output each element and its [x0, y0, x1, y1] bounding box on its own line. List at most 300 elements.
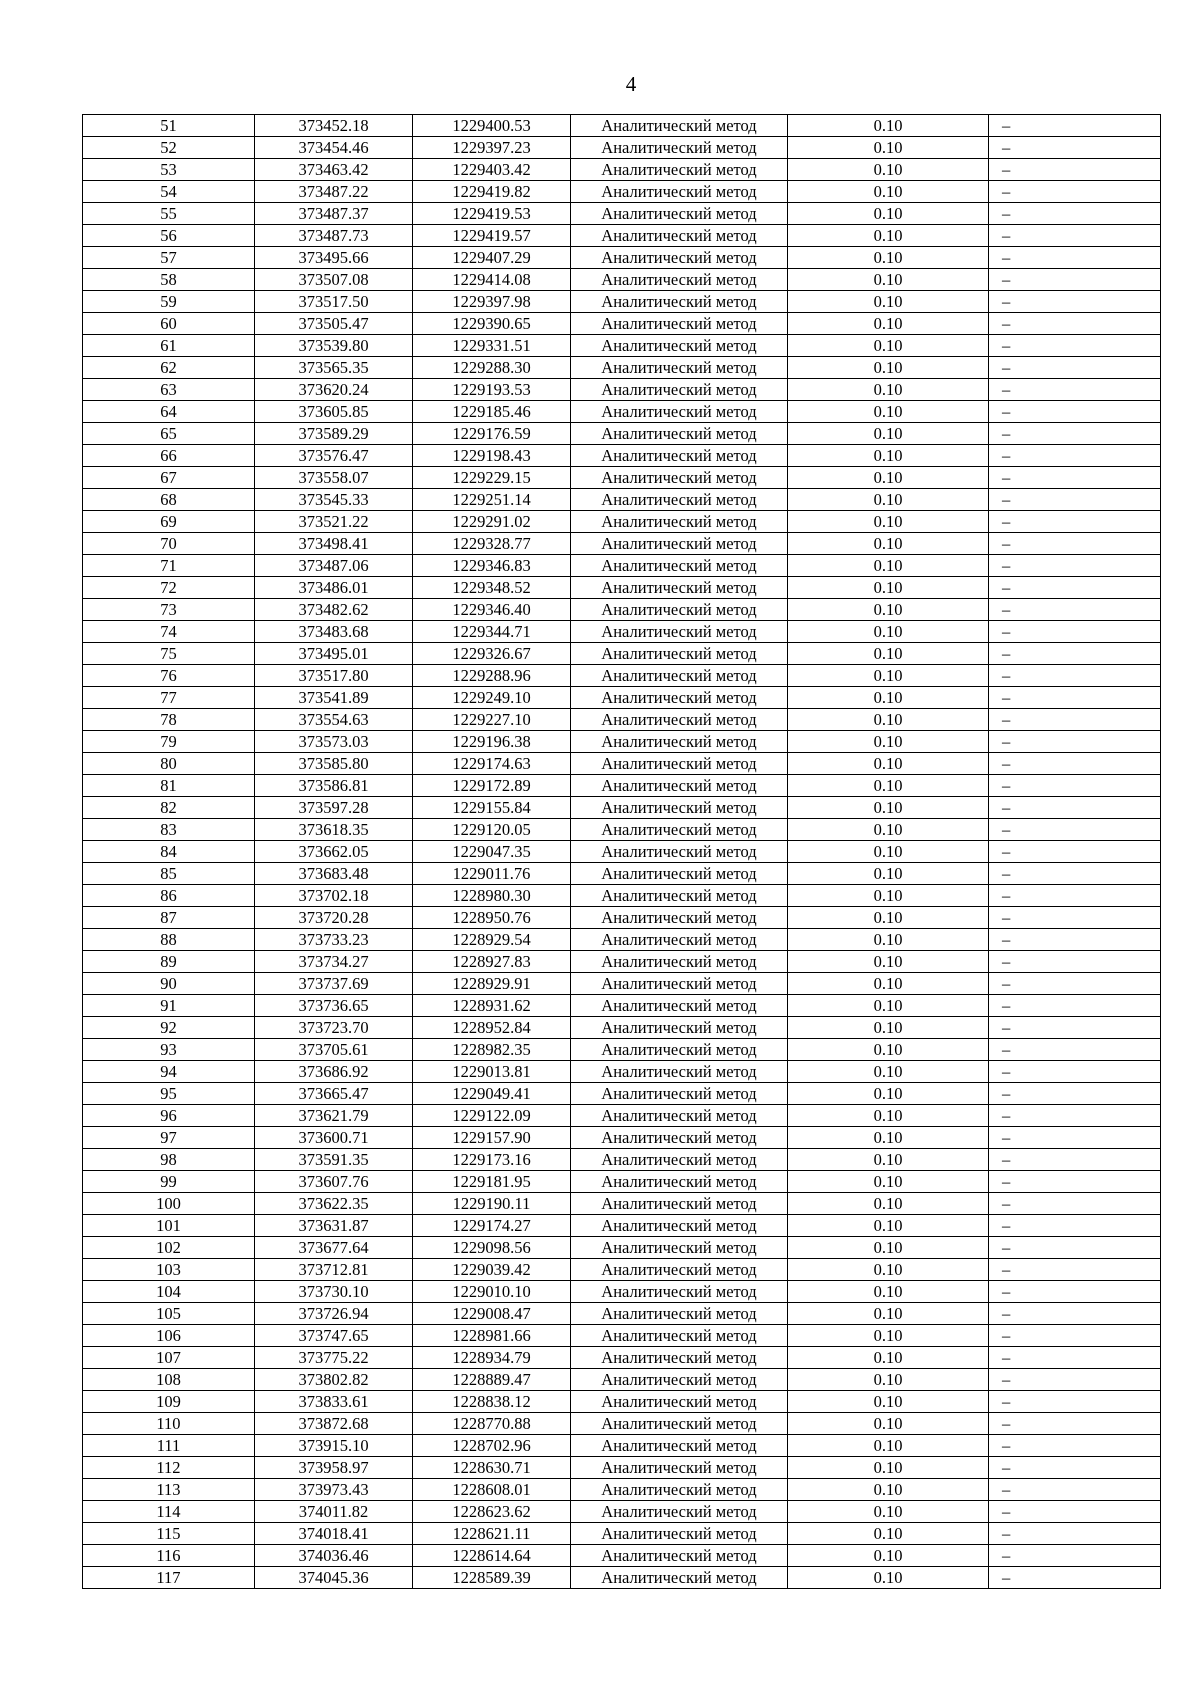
- y-coordinate-cell: 1228608.01: [413, 1479, 571, 1501]
- method-cell: Аналитический метод: [571, 269, 788, 291]
- x-coordinate-cell: 373686.92: [255, 1061, 413, 1083]
- y-coordinate-cell: 1229176.59: [413, 423, 571, 445]
- description-cell: –: [989, 709, 1161, 731]
- accuracy-cell: 0.10: [788, 1171, 989, 1193]
- point-number-cell: 82: [83, 797, 255, 819]
- x-coordinate-cell: 373576.47: [255, 445, 413, 467]
- table-row: [83, 775, 1161, 797]
- accuracy-cell: 0.10: [788, 863, 989, 885]
- method-cell: Аналитический метод: [571, 423, 788, 445]
- y-coordinate-cell: 1229190.11: [413, 1193, 571, 1215]
- accuracy-cell: 0.10: [788, 1281, 989, 1303]
- table-row: [83, 621, 1161, 643]
- x-coordinate-cell: 373621.79: [255, 1105, 413, 1127]
- x-coordinate-cell: 373454.46: [255, 137, 413, 159]
- method-cell: Аналитический метод: [571, 203, 788, 225]
- point-number-cell: 109: [83, 1391, 255, 1413]
- y-coordinate-cell: 1228623.62: [413, 1501, 571, 1523]
- point-number-cell: 70: [83, 533, 255, 555]
- table-row: [83, 357, 1161, 379]
- accuracy-cell: 0.10: [788, 313, 989, 335]
- x-coordinate-cell: 373591.35: [255, 1149, 413, 1171]
- x-coordinate-cell: 373545.33: [255, 489, 413, 511]
- x-coordinate-cell: 373495.01: [255, 643, 413, 665]
- x-coordinate-cell: 374011.82: [255, 1501, 413, 1523]
- table-row: [83, 269, 1161, 291]
- table-row: [83, 665, 1161, 687]
- accuracy-cell: 0.10: [788, 1237, 989, 1259]
- x-coordinate-cell: 373705.61: [255, 1039, 413, 1061]
- point-number-cell: 90: [83, 973, 255, 995]
- x-coordinate-cell: 373702.18: [255, 885, 413, 907]
- point-number-cell: 86: [83, 885, 255, 907]
- method-cell: Аналитический метод: [571, 1105, 788, 1127]
- x-coordinate-cell: 373452.18: [255, 115, 413, 137]
- description-cell: –: [989, 929, 1161, 951]
- description-cell: –: [989, 1567, 1161, 1589]
- point-number-cell: 93: [83, 1039, 255, 1061]
- accuracy-cell: 0.10: [788, 1523, 989, 1545]
- y-coordinate-cell: 1229174.63: [413, 753, 571, 775]
- x-coordinate-cell: 373622.35: [255, 1193, 413, 1215]
- accuracy-cell: 0.10: [788, 1567, 989, 1589]
- description-cell: –: [989, 907, 1161, 929]
- y-coordinate-cell: 1229198.43: [413, 445, 571, 467]
- y-coordinate-cell: 1229229.15: [413, 467, 571, 489]
- y-coordinate-cell: 1229185.46: [413, 401, 571, 423]
- accuracy-cell: 0.10: [788, 291, 989, 313]
- accuracy-cell: 0.10: [788, 1435, 989, 1457]
- x-coordinate-cell: 373620.24: [255, 379, 413, 401]
- y-coordinate-cell: 1229288.96: [413, 665, 571, 687]
- description-cell: –: [989, 401, 1161, 423]
- y-coordinate-cell: 1229414.08: [413, 269, 571, 291]
- accuracy-cell: 0.10: [788, 665, 989, 687]
- y-coordinate-cell: 1228934.79: [413, 1347, 571, 1369]
- point-number-cell: 116: [83, 1545, 255, 1567]
- table-row: [83, 511, 1161, 533]
- x-coordinate-cell: 373589.29: [255, 423, 413, 445]
- method-cell: Аналитический метод: [571, 1281, 788, 1303]
- method-cell: Аналитический метод: [571, 1017, 788, 1039]
- method-cell: Аналитический метод: [571, 1369, 788, 1391]
- method-cell: Аналитический метод: [571, 907, 788, 929]
- description-cell: –: [989, 1149, 1161, 1171]
- table-row: [83, 599, 1161, 621]
- method-cell: Аналитический метод: [571, 335, 788, 357]
- method-cell: Аналитический метод: [571, 1061, 788, 1083]
- table-row: [83, 687, 1161, 709]
- table-row: [83, 1391, 1161, 1413]
- point-number-cell: 58: [83, 269, 255, 291]
- description-cell: –: [989, 1501, 1161, 1523]
- description-cell: –: [989, 951, 1161, 973]
- x-coordinate-cell: 373482.62: [255, 599, 413, 621]
- x-coordinate-cell: 373726.94: [255, 1303, 413, 1325]
- description-cell: –: [989, 841, 1161, 863]
- method-cell: Аналитический метод: [571, 1545, 788, 1567]
- table-row: [83, 489, 1161, 511]
- y-coordinate-cell: 1228838.12: [413, 1391, 571, 1413]
- x-coordinate-cell: 373958.97: [255, 1457, 413, 1479]
- description-cell: –: [989, 423, 1161, 445]
- description-cell: –: [989, 269, 1161, 291]
- method-cell: Аналитический метод: [571, 577, 788, 599]
- point-number-cell: 52: [83, 137, 255, 159]
- x-coordinate-cell: 373723.70: [255, 1017, 413, 1039]
- y-coordinate-cell: 1229155.84: [413, 797, 571, 819]
- description-cell: –: [989, 1545, 1161, 1567]
- accuracy-cell: 0.10: [788, 775, 989, 797]
- table-row: [83, 951, 1161, 973]
- method-cell: Аналитический метод: [571, 357, 788, 379]
- x-coordinate-cell: 373736.65: [255, 995, 413, 1017]
- table-row: [83, 225, 1161, 247]
- method-cell: Аналитический метод: [571, 753, 788, 775]
- description-cell: –: [989, 1479, 1161, 1501]
- x-coordinate-cell: 373507.08: [255, 269, 413, 291]
- description-cell: –: [989, 445, 1161, 467]
- point-number-cell: 75: [83, 643, 255, 665]
- description-cell: –: [989, 1457, 1161, 1479]
- y-coordinate-cell: 1228929.91: [413, 973, 571, 995]
- description-cell: –: [989, 203, 1161, 225]
- y-coordinate-cell: 1229288.30: [413, 357, 571, 379]
- method-cell: Аналитический метод: [571, 1259, 788, 1281]
- x-coordinate-cell: 373733.23: [255, 929, 413, 951]
- point-number-cell: 85: [83, 863, 255, 885]
- x-coordinate-cell: 373487.37: [255, 203, 413, 225]
- point-number-cell: 63: [83, 379, 255, 401]
- description-cell: –: [989, 225, 1161, 247]
- method-cell: Аналитический метод: [571, 1501, 788, 1523]
- table-row: [83, 841, 1161, 863]
- y-coordinate-cell: 1229331.51: [413, 335, 571, 357]
- point-number-cell: 53: [83, 159, 255, 181]
- description-cell: –: [989, 1039, 1161, 1061]
- point-number-cell: 74: [83, 621, 255, 643]
- point-number-cell: 101: [83, 1215, 255, 1237]
- y-coordinate-cell: 1229013.81: [413, 1061, 571, 1083]
- table-row: [83, 1017, 1161, 1039]
- point-number-cell: 113: [83, 1479, 255, 1501]
- method-cell: Аналитический метод: [571, 1325, 788, 1347]
- point-number-cell: 83: [83, 819, 255, 841]
- table-row: [83, 1303, 1161, 1325]
- accuracy-cell: 0.10: [788, 1303, 989, 1325]
- x-coordinate-cell: 374018.41: [255, 1523, 413, 1545]
- method-cell: Аналитический метод: [571, 797, 788, 819]
- accuracy-cell: 0.10: [788, 1017, 989, 1039]
- y-coordinate-cell: 1229346.83: [413, 555, 571, 577]
- description-cell: –: [989, 577, 1161, 599]
- point-number-cell: 68: [83, 489, 255, 511]
- accuracy-cell: 0.10: [788, 137, 989, 159]
- description-cell: –: [989, 775, 1161, 797]
- description-cell: –: [989, 313, 1161, 335]
- description-cell: –: [989, 335, 1161, 357]
- y-coordinate-cell: 1229403.42: [413, 159, 571, 181]
- point-number-cell: 77: [83, 687, 255, 709]
- method-cell: Аналитический метод: [571, 995, 788, 1017]
- x-coordinate-cell: 373747.65: [255, 1325, 413, 1347]
- point-number-cell: 69: [83, 511, 255, 533]
- accuracy-cell: 0.10: [788, 621, 989, 643]
- x-coordinate-cell: 373730.10: [255, 1281, 413, 1303]
- description-cell: –: [989, 1523, 1161, 1545]
- method-cell: Аналитический метод: [571, 929, 788, 951]
- description-cell: –: [989, 885, 1161, 907]
- x-coordinate-cell: 373600.71: [255, 1127, 413, 1149]
- description-cell: –: [989, 291, 1161, 313]
- y-coordinate-cell: 1228950.76: [413, 907, 571, 929]
- y-coordinate-cell: 1229419.53: [413, 203, 571, 225]
- table-row: [83, 423, 1161, 445]
- accuracy-cell: 0.10: [788, 1215, 989, 1237]
- table-row: [83, 137, 1161, 159]
- description-cell: –: [989, 1413, 1161, 1435]
- method-cell: Аналитический метод: [571, 1457, 788, 1479]
- point-number-cell: 96: [83, 1105, 255, 1127]
- accuracy-cell: 0.10: [788, 1545, 989, 1567]
- point-number-cell: 81: [83, 775, 255, 797]
- point-number-cell: 102: [83, 1237, 255, 1259]
- accuracy-cell: 0.10: [788, 467, 989, 489]
- x-coordinate-cell: 373498.41: [255, 533, 413, 555]
- y-coordinate-cell: 1229291.02: [413, 511, 571, 533]
- accuracy-cell: 0.10: [788, 115, 989, 137]
- x-coordinate-cell: 373712.81: [255, 1259, 413, 1281]
- table-row: [83, 533, 1161, 555]
- table-row: [83, 313, 1161, 335]
- point-number-cell: 110: [83, 1413, 255, 1435]
- point-number-cell: 61: [83, 335, 255, 357]
- y-coordinate-cell: 1228770.88: [413, 1413, 571, 1435]
- method-cell: Аналитический метод: [571, 445, 788, 467]
- method-cell: Аналитический метод: [571, 489, 788, 511]
- accuracy-cell: 0.10: [788, 1369, 989, 1391]
- table-row: [83, 709, 1161, 731]
- description-cell: –: [989, 1061, 1161, 1083]
- table-row: [83, 1347, 1161, 1369]
- x-coordinate-cell: 373665.47: [255, 1083, 413, 1105]
- y-coordinate-cell: 1228929.54: [413, 929, 571, 951]
- table-row: [83, 1369, 1161, 1391]
- method-cell: Аналитический метод: [571, 841, 788, 863]
- point-number-cell: 72: [83, 577, 255, 599]
- y-coordinate-cell: 1229344.71: [413, 621, 571, 643]
- table-row: [83, 1545, 1161, 1567]
- accuracy-cell: 0.10: [788, 753, 989, 775]
- description-cell: –: [989, 1369, 1161, 1391]
- method-cell: Аналитический метод: [571, 1193, 788, 1215]
- x-coordinate-cell: 373463.42: [255, 159, 413, 181]
- method-cell: Аналитический метод: [571, 533, 788, 555]
- method-cell: Аналитический метод: [571, 621, 788, 643]
- method-cell: Аналитический метод: [571, 291, 788, 313]
- description-cell: –: [989, 1083, 1161, 1105]
- table-row: [83, 1259, 1161, 1281]
- description-cell: –: [989, 247, 1161, 269]
- x-coordinate-cell: 373517.50: [255, 291, 413, 313]
- accuracy-cell: 0.10: [788, 709, 989, 731]
- y-coordinate-cell: 1229049.41: [413, 1083, 571, 1105]
- y-coordinate-cell: 1228982.35: [413, 1039, 571, 1061]
- y-coordinate-cell: 1229181.95: [413, 1171, 571, 1193]
- point-number-cell: 95: [83, 1083, 255, 1105]
- y-coordinate-cell: 1229193.53: [413, 379, 571, 401]
- method-cell: Аналитический метод: [571, 1039, 788, 1061]
- accuracy-cell: 0.10: [788, 1193, 989, 1215]
- description-cell: –: [989, 379, 1161, 401]
- table-row: [83, 401, 1161, 423]
- description-cell: –: [989, 511, 1161, 533]
- y-coordinate-cell: 1229120.05: [413, 819, 571, 841]
- table-row: [83, 1237, 1161, 1259]
- accuracy-cell: 0.10: [788, 643, 989, 665]
- method-cell: Аналитический метод: [571, 1567, 788, 1589]
- point-number-cell: 73: [83, 599, 255, 621]
- x-coordinate-cell: 374045.36: [255, 1567, 413, 1589]
- description-cell: –: [989, 1127, 1161, 1149]
- y-coordinate-cell: 1229008.47: [413, 1303, 571, 1325]
- accuracy-cell: 0.10: [788, 1347, 989, 1369]
- table-row: [83, 863, 1161, 885]
- accuracy-cell: 0.10: [788, 1501, 989, 1523]
- accuracy-cell: 0.10: [788, 1061, 989, 1083]
- method-cell: Аналитический метод: [571, 181, 788, 203]
- x-coordinate-cell: 373505.47: [255, 313, 413, 335]
- description-cell: –: [989, 1303, 1161, 1325]
- method-cell: Аналитический метод: [571, 643, 788, 665]
- y-coordinate-cell: 1228889.47: [413, 1369, 571, 1391]
- accuracy-cell: 0.10: [788, 1259, 989, 1281]
- description-cell: –: [989, 797, 1161, 819]
- table-row: [83, 203, 1161, 225]
- point-number-cell: 105: [83, 1303, 255, 1325]
- method-cell: Аналитический метод: [571, 973, 788, 995]
- x-coordinate-cell: 373486.01: [255, 577, 413, 599]
- table-row: [83, 1083, 1161, 1105]
- accuracy-cell: 0.10: [788, 577, 989, 599]
- description-cell: –: [989, 1237, 1161, 1259]
- table-row: [83, 731, 1161, 753]
- x-coordinate-cell: 373915.10: [255, 1435, 413, 1457]
- accuracy-cell: 0.10: [788, 269, 989, 291]
- y-coordinate-cell: 1229039.42: [413, 1259, 571, 1281]
- y-coordinate-cell: 1228927.83: [413, 951, 571, 973]
- method-cell: Аналитический метод: [571, 665, 788, 687]
- page-number: 4: [625, 72, 637, 96]
- x-coordinate-cell: 373586.81: [255, 775, 413, 797]
- method-cell: Аналитический метод: [571, 1127, 788, 1149]
- y-coordinate-cell: 1229407.29: [413, 247, 571, 269]
- point-number-cell: 104: [83, 1281, 255, 1303]
- y-coordinate-cell: 1229172.89: [413, 775, 571, 797]
- description-cell: –: [989, 1171, 1161, 1193]
- x-coordinate-cell: 373802.82: [255, 1369, 413, 1391]
- x-coordinate-cell: 373487.22: [255, 181, 413, 203]
- table-row: [83, 1215, 1161, 1237]
- table-row: [83, 467, 1161, 489]
- method-cell: Аналитический метод: [571, 819, 788, 841]
- method-cell: Аналитический метод: [571, 599, 788, 621]
- description-cell: –: [989, 731, 1161, 753]
- y-coordinate-cell: 1229010.10: [413, 1281, 571, 1303]
- method-cell: Аналитический метод: [571, 1523, 788, 1545]
- table-row: [83, 379, 1161, 401]
- method-cell: Аналитический метод: [571, 555, 788, 577]
- method-cell: Аналитический метод: [571, 159, 788, 181]
- y-coordinate-cell: 1229397.98: [413, 291, 571, 313]
- method-cell: Аналитический метод: [571, 1435, 788, 1457]
- y-coordinate-cell: 1228952.84: [413, 1017, 571, 1039]
- table-row: [83, 1039, 1161, 1061]
- method-cell: Аналитический метод: [571, 1391, 788, 1413]
- y-coordinate-cell: 1228980.30: [413, 885, 571, 907]
- method-cell: Аналитический метод: [571, 115, 788, 137]
- method-cell: Аналитический метод: [571, 1083, 788, 1105]
- y-coordinate-cell: 1229328.77: [413, 533, 571, 555]
- point-number-cell: 67: [83, 467, 255, 489]
- accuracy-cell: 0.10: [788, 511, 989, 533]
- description-cell: –: [989, 995, 1161, 1017]
- accuracy-cell: 0.10: [788, 247, 989, 269]
- method-cell: Аналитический метод: [571, 137, 788, 159]
- description-cell: –: [989, 1259, 1161, 1281]
- point-number-cell: 55: [83, 203, 255, 225]
- point-number-cell: 114: [83, 1501, 255, 1523]
- x-coordinate-cell: 373483.68: [255, 621, 413, 643]
- accuracy-cell: 0.10: [788, 533, 989, 555]
- table-row: [83, 1127, 1161, 1149]
- method-cell: Аналитический метод: [571, 1413, 788, 1435]
- table-row: [83, 1325, 1161, 1347]
- accuracy-cell: 0.10: [788, 555, 989, 577]
- table-row: [83, 929, 1161, 951]
- accuracy-cell: 0.10: [788, 1083, 989, 1105]
- method-cell: Аналитический метод: [571, 1347, 788, 1369]
- accuracy-cell: 0.10: [788, 907, 989, 929]
- table-row: [83, 1413, 1161, 1435]
- y-coordinate-cell: 1229122.09: [413, 1105, 571, 1127]
- table-row: [83, 973, 1161, 995]
- x-coordinate-cell: 373605.85: [255, 401, 413, 423]
- description-cell: –: [989, 643, 1161, 665]
- x-coordinate-cell: 373618.35: [255, 819, 413, 841]
- method-cell: Аналитический метод: [571, 1303, 788, 1325]
- method-cell: Аналитический метод: [571, 775, 788, 797]
- description-cell: –: [989, 137, 1161, 159]
- point-number-cell: 106: [83, 1325, 255, 1347]
- table-row: [83, 907, 1161, 929]
- table-row: [83, 1193, 1161, 1215]
- y-coordinate-cell: 1228981.66: [413, 1325, 571, 1347]
- description-cell: –: [989, 863, 1161, 885]
- description-cell: –: [989, 819, 1161, 841]
- accuracy-cell: 0.10: [788, 951, 989, 973]
- y-coordinate-cell: 1229419.82: [413, 181, 571, 203]
- point-number-cell: 71: [83, 555, 255, 577]
- method-cell: Аналитический метод: [571, 951, 788, 973]
- y-coordinate-cell: 1228589.39: [413, 1567, 571, 1589]
- point-number-cell: 92: [83, 1017, 255, 1039]
- accuracy-cell: 0.10: [788, 1149, 989, 1171]
- description-cell: –: [989, 533, 1161, 555]
- accuracy-cell: 0.10: [788, 379, 989, 401]
- description-cell: –: [989, 1347, 1161, 1369]
- y-coordinate-cell: 1229400.53: [413, 115, 571, 137]
